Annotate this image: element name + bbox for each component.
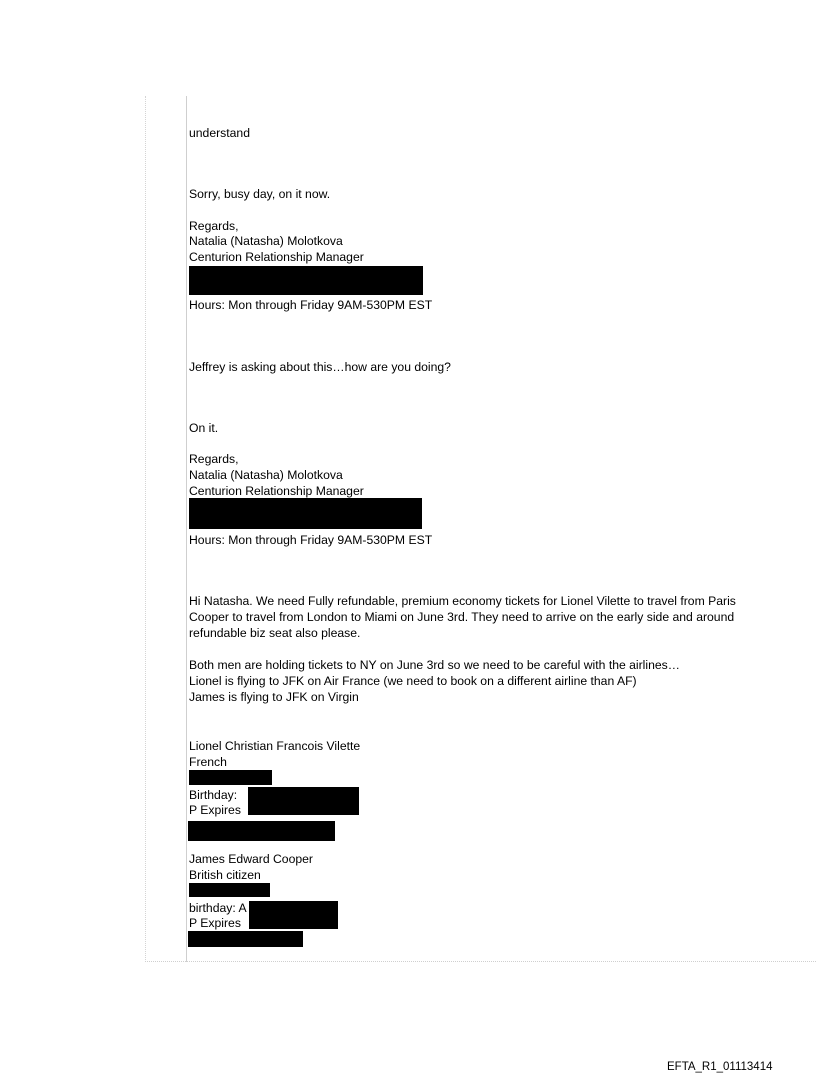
- traveler-nationality: French: [189, 755, 227, 769]
- signature-hours: Hours: Mon through Friday 9AM-530PM EST: [189, 298, 433, 312]
- traveler-birthday-label: Birthday:: [189, 788, 238, 802]
- signature-hours: Hours: Mon through Friday 9AM-530PM EST: [189, 533, 433, 547]
- redaction-block: [248, 787, 359, 815]
- redaction-block: [189, 883, 270, 897]
- traveler-expires-label: P Expires: [189, 803, 241, 817]
- quote-border-outer: [145, 96, 146, 962]
- traveler-birthday-label: birthday: A: [189, 901, 247, 915]
- request-text: Cooper to travel from London to Miami on June 3rd. They need to arrive on the early side and around: [189, 610, 735, 624]
- signature-name: Natalia (Natasha) Molotkova: [189, 468, 343, 482]
- traveler-nationality: British citizen: [189, 868, 261, 882]
- request-text: Both men are holding tickets to NY on June 3rd so we need to be careful with the airlines…: [189, 658, 680, 672]
- document-id: EFTA_R1_01113414: [667, 1061, 773, 1073]
- request-text: refundable biz seat also please.: [189, 626, 361, 640]
- redaction-block: [189, 770, 272, 785]
- request-text: Lionel is flying to JFK on Air France (we need to book on a different airline than AF): [189, 674, 637, 688]
- signature-regards: Regards,: [189, 219, 239, 233]
- signature-title: Centurion Relationship Manager: [189, 250, 364, 264]
- request-text: Hi Natasha. We need Fully refundable, premium economy tickets for Lionel Vilette to travel from Paris: [189, 594, 736, 608]
- signature-title: Centurion Relationship Manager: [189, 484, 364, 498]
- signature-regards: Regards,: [189, 452, 239, 466]
- message-text: On it.: [189, 421, 219, 435]
- signature-name: Natalia (Natasha) Molotkova: [189, 234, 343, 248]
- traveler-expires-label: P Expires: [189, 916, 241, 930]
- message-text: understand: [189, 126, 250, 140]
- traveler-name: James Edward Cooper: [189, 852, 313, 866]
- message-text: Sorry, busy day, on it now.: [189, 187, 331, 201]
- redaction-block: [188, 931, 303, 947]
- redaction-block: [189, 266, 423, 295]
- redaction-block: [188, 821, 335, 841]
- page-bottom-border: [145, 961, 816, 962]
- quote-border-inner: [186, 96, 187, 962]
- redaction-block: [189, 498, 422, 529]
- traveler-name: Lionel Christian Francois Vilette: [189, 739, 361, 753]
- request-text: James is flying to JFK on Virgin: [189, 690, 359, 704]
- message-text: Jeffrey is asking about this…how are you doing?: [189, 360, 451, 374]
- redaction-block: [249, 901, 338, 929]
